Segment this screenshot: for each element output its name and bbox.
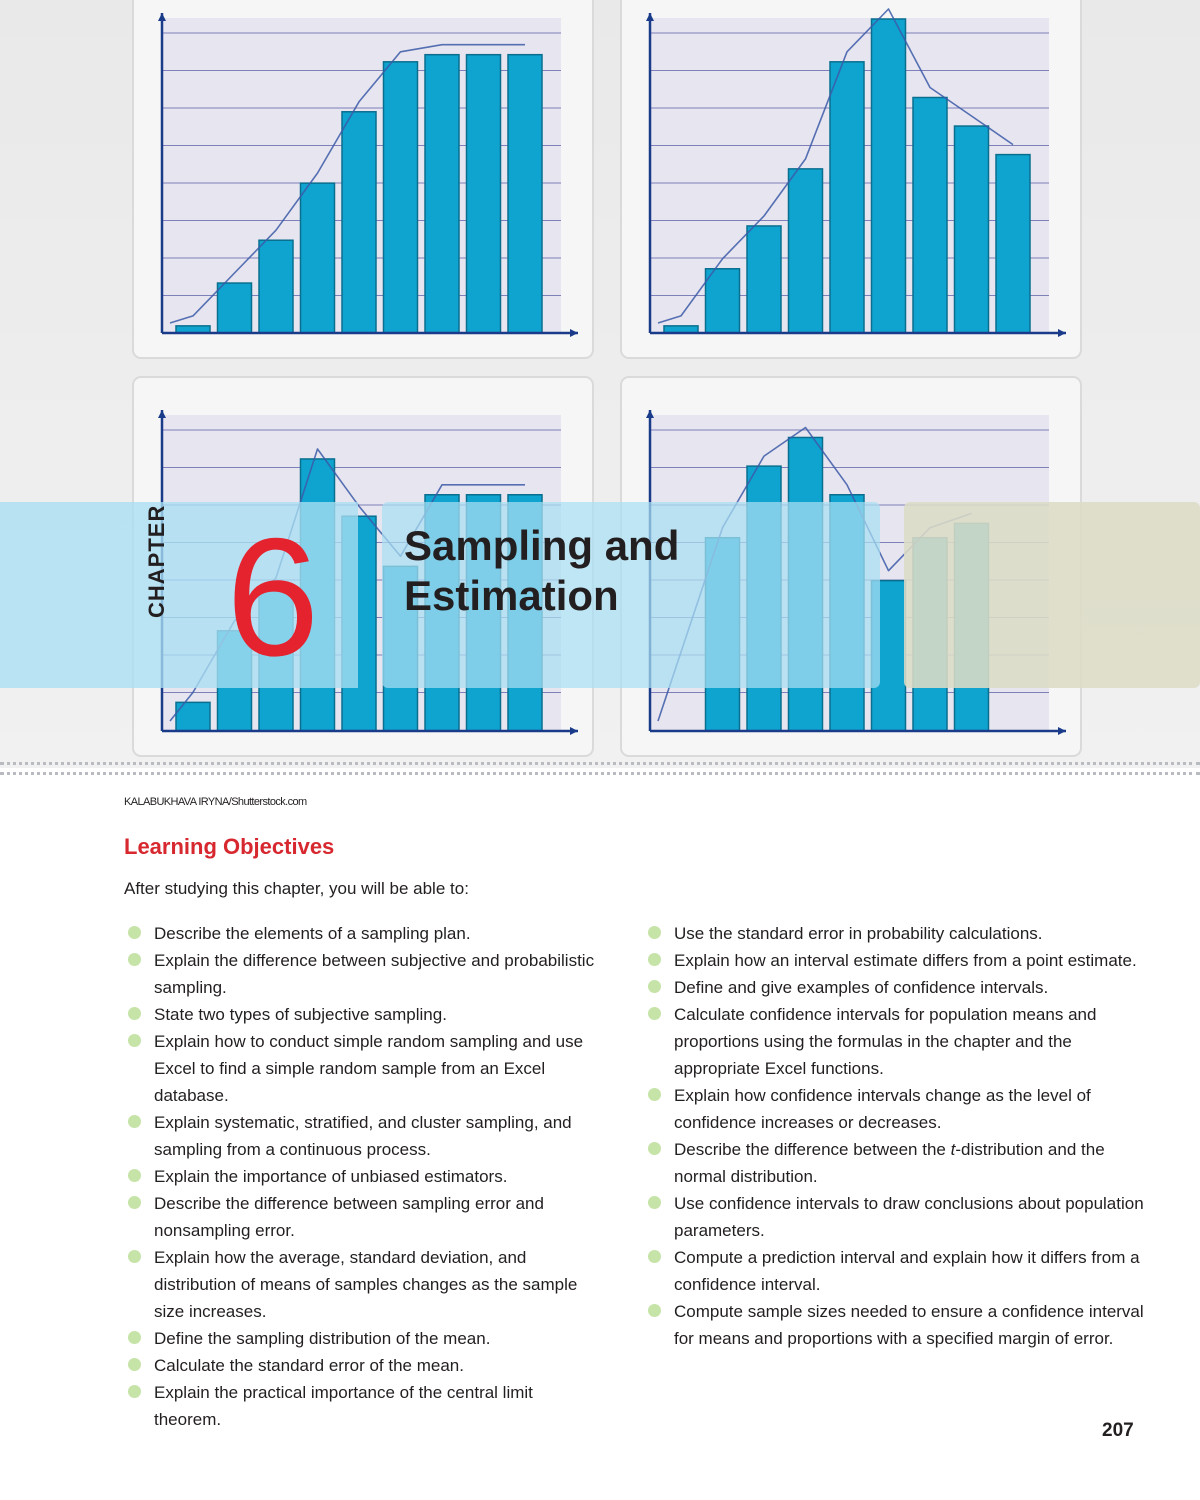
objective-text: Use confidence intervals to draw conclusions about population parameters. <box>674 1194 1144 1240</box>
objective-item <box>646 1190 1146 1244</box>
histogram-bar <box>747 226 781 333</box>
objective-item <box>646 920 1146 947</box>
objective-text: Describe the difference between sampling error and nonsampling error. <box>154 1194 544 1240</box>
bullet-icon <box>128 1007 141 1020</box>
bullet-icon <box>648 953 661 966</box>
objective-text: Use the standard error in probability calculations. <box>674 924 1043 943</box>
histogram-bar <box>467 55 501 333</box>
objective-text: Calculate confidence intervals for population means and proportions using the formulas in the chapter and the appropriate Excel functions. <box>674 1005 1097 1078</box>
histogram-bar <box>425 55 459 333</box>
objective-text: Define and give examples of confidence intervals. <box>674 978 1049 997</box>
bullet-icon <box>128 1034 141 1047</box>
chapter-label: CHAPTER <box>144 504 169 618</box>
bullet-icon <box>128 1169 141 1182</box>
histogram-bar <box>384 62 418 333</box>
chapter-number: 6 <box>226 503 320 691</box>
objective-item <box>126 1163 596 1190</box>
histogram-bar <box>301 183 335 333</box>
image-credit: KALABUKHAVA IRYNA/Shutterstock.com <box>124 796 307 808</box>
bullet-icon <box>128 1358 141 1371</box>
objective-item <box>646 974 1146 1001</box>
objective-text: Explain how to conduct simple random sampling and use Excel to find a simple random sample from an Excel database. <box>154 1032 584 1105</box>
objective-item <box>126 1244 596 1325</box>
bullet-icon <box>648 1304 661 1317</box>
objective-item <box>646 947 1146 974</box>
objective-item <box>646 1082 1146 1136</box>
objective-item <box>126 1109 596 1163</box>
objective-text: Define the sampling distribution of the mean. <box>154 1329 491 1348</box>
bullet-icon <box>648 1007 661 1020</box>
objectives-list-left <box>126 920 596 1433</box>
bullet-icon <box>128 953 141 966</box>
objective-text: Explain how confidence intervals change as the level of confidence increases or decreases. <box>674 1086 1091 1132</box>
objective-item <box>126 1028 596 1109</box>
histogram-bar <box>218 283 252 333</box>
bullet-icon <box>128 1331 141 1344</box>
histogram-bar <box>872 19 906 333</box>
learning-objectives-title: Learning Objectives <box>124 834 335 859</box>
bullet-icon <box>128 1115 141 1128</box>
objective-item <box>126 947 596 1001</box>
divider-dotted-top <box>0 762 1200 765</box>
objective-item <box>126 1379 596 1433</box>
objective-item <box>126 1190 596 1244</box>
bullet-icon <box>128 1385 141 1398</box>
objective-text: Compute sample sizes needed to ensure a confidence interval for means and proportions with a specified margin of error. <box>674 1302 1144 1348</box>
bullet-icon <box>648 926 661 939</box>
histogram-bar <box>508 55 542 333</box>
objective-text: Describe the difference between the t-distribution and the normal distribution. <box>674 1140 1105 1186</box>
histogram-bar <box>996 155 1030 333</box>
objective-item <box>126 1352 596 1379</box>
objective-text: Explain how the average, standard deviation, and distribution of means of samples changes as the sample size increases. <box>154 1248 578 1321</box>
bullet-icon <box>648 1088 661 1101</box>
objective-text: State two types of subjective sampling. <box>154 1005 447 1024</box>
learning-objectives-intro: After studying this chapter, you will be able to: <box>124 879 469 898</box>
objective-item <box>126 920 596 947</box>
chapter-banner-right <box>904 502 1200 688</box>
chapter-title-line2: Estimation <box>404 572 619 619</box>
histogram-bar <box>913 98 947 334</box>
objective-text: Explain the difference between subjective and probabilistic sampling. <box>154 951 595 997</box>
divider-dotted-bottom <box>0 772 1200 775</box>
bullet-icon <box>128 1250 141 1263</box>
objective-text: Compute a prediction interval and explain how it differs from a confidence interval. <box>674 1248 1140 1294</box>
histogram-bar <box>706 269 740 333</box>
page-number: 207 <box>1102 1420 1134 1441</box>
objective-text: Explain how an interval estimate differs from a point estimate. <box>674 951 1137 970</box>
histogram-bar <box>342 112 376 333</box>
objective-item <box>126 1001 596 1028</box>
objective-item <box>646 1136 1146 1190</box>
histogram-bar <box>830 62 864 333</box>
objective-item <box>646 1001 1146 1082</box>
bullet-icon <box>128 1196 141 1209</box>
bullet-icon <box>648 980 661 993</box>
objective-text: Explain the importance of unbiased estimators. <box>154 1167 508 1186</box>
bullet-icon <box>648 1196 661 1209</box>
bullet-icon <box>648 1142 661 1155</box>
objective-text: Describe the elements of a sampling plan. <box>154 924 471 943</box>
objective-item <box>646 1298 1146 1352</box>
objectives-list-right <box>646 920 1146 1352</box>
histogram-bar <box>955 126 989 333</box>
objective-item <box>646 1244 1146 1298</box>
objective-text: Calculate the standard error of the mean. <box>154 1356 464 1375</box>
objective-text: Explain systematic, stratified, and cluster sampling, and sampling from a continuous process. <box>154 1113 572 1159</box>
objective-text: Explain the practical importance of the central limit theorem. <box>154 1383 533 1429</box>
histogram-bar <box>259 240 293 333</box>
bullet-icon <box>128 926 141 939</box>
objective-item <box>126 1325 596 1352</box>
chapter-title-line1: Sampling and <box>404 522 680 569</box>
bullet-icon <box>648 1250 661 1263</box>
histogram-bar <box>789 169 823 333</box>
